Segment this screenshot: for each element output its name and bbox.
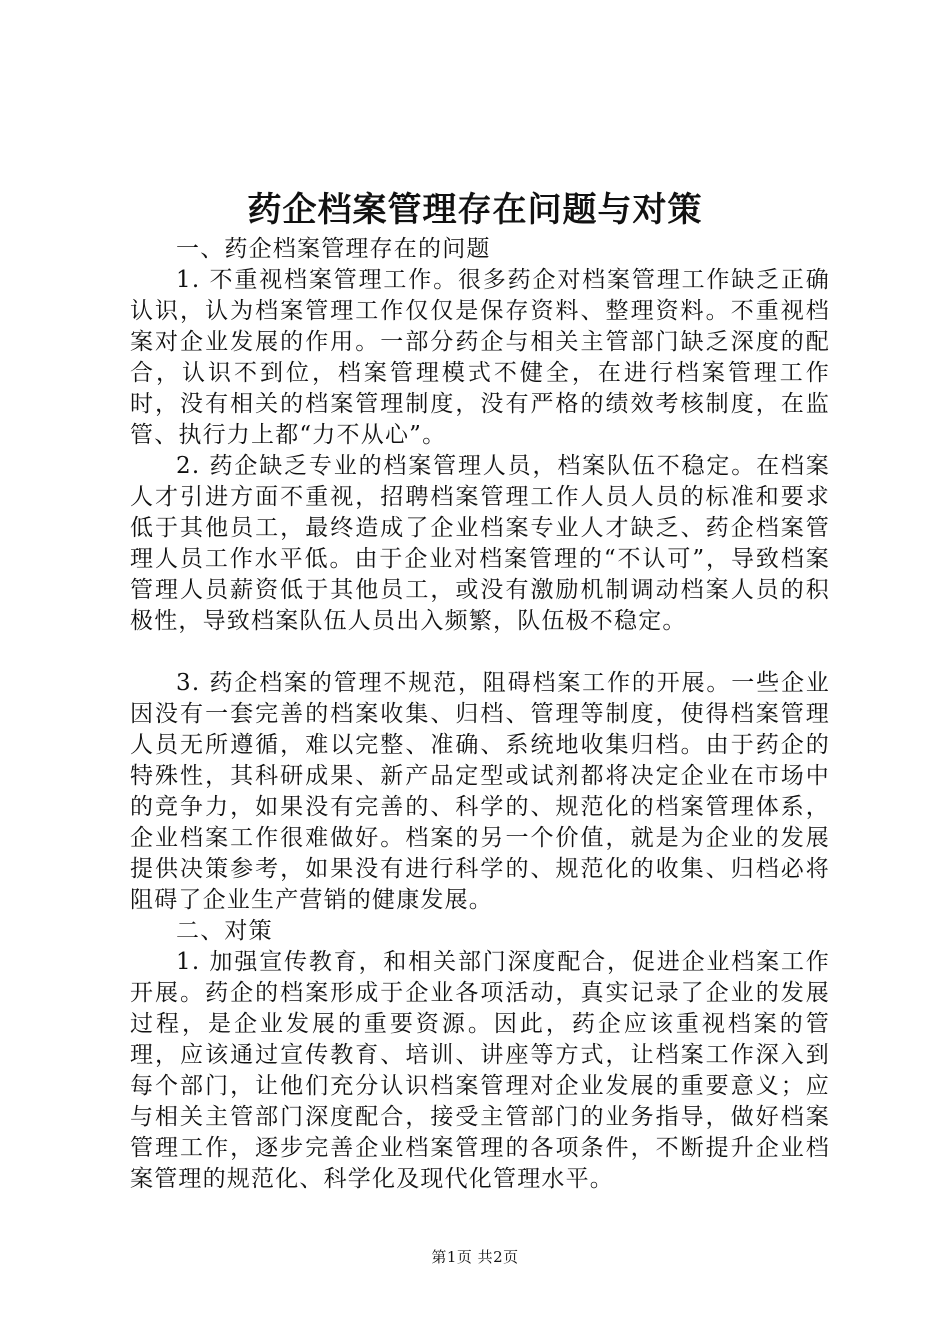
- section-heading-problems: 一、药企档案管理存在的问题: [176, 236, 491, 262]
- paragraph-problem-1: 1. 不重视档案管理工作。很多药企对档案管理工作缺乏正确认识，认为档案管理工作仅仅是保存资料、整理资料。不重视档案对企业发展的作用。一部分药企与相关主管部门缺乏深度的配合，认识不到位，档案管理模式不健全，在进行档案管理工作时，没有相关的档案管理制度，没有严格的绩效考核制度，在监管、执行力上都“力不从心”。: [130, 267, 830, 448]
- paragraph-problem-3: 3. 药企档案的管理不规范，阻碍档案工作的开展。一些企业因没有一套完善的档案收集、归档、管理等制度，使得档案管理人员无所遵循，难以完整、准确、系统地收集归档。由于药企的特殊性，其科研成果、新产品定型或试剂都将决定企业在市场中的竞争力，如果没有完善的、科学的、规范化的档案管理体系，企业档案工作很难做好。档案的另一个价值，就是为企业的发展提供决策参考，如果没有进行科学的、规范化的收集、归档必将阻碍了企业生产营销的健康发展。: [130, 670, 830, 913]
- section-heading-countermeasures: 二、对策: [176, 918, 273, 944]
- page-number-footer: 第1页 共2页: [431, 1248, 519, 1266]
- paragraph-countermeasure-1: 1. 加强宣传教育，和相关部门深度配合，促进企业档案工作开展。药企的档案形成于企业各项活动，真实记录了企业的发展过程，是企业发展的重要资源。因此，药企应该重视档案的管理，应该通过宣传教育、培训、讲座等方式，让档案工作深入到每个部门，让他们充分认识档案管理对企业发展的重要意义；应与相关主管部门深度配合，接受主管部门的业务指导，做好档案管理工作，逐步完善企业档案管理的各项条件，不断提升企业档案管理的规范化、科学化及现代化管理水平。: [130, 949, 830, 1192]
- document-title: 药企档案管理存在问题与对策: [247, 190, 703, 230]
- document-body: [130, 234, 830, 1195]
- paragraph-problem-2: 2. 药企缺乏专业的档案管理人员，档案队伍不稳定。在档案人才引进方面不重视，招聘档案管理工作人员人员的标准和要求低于其他员工，最终造成了企业档案专业人才缺乏、药企档案管理人员工作水平低。由于企业对档案管理的“不认可”，导致档案管理人员薪资低于其他员工，或没有激励机制调动档案人员的积极性，导致档案队伍人员出入频繁，队伍极不稳定。: [130, 453, 830, 634]
